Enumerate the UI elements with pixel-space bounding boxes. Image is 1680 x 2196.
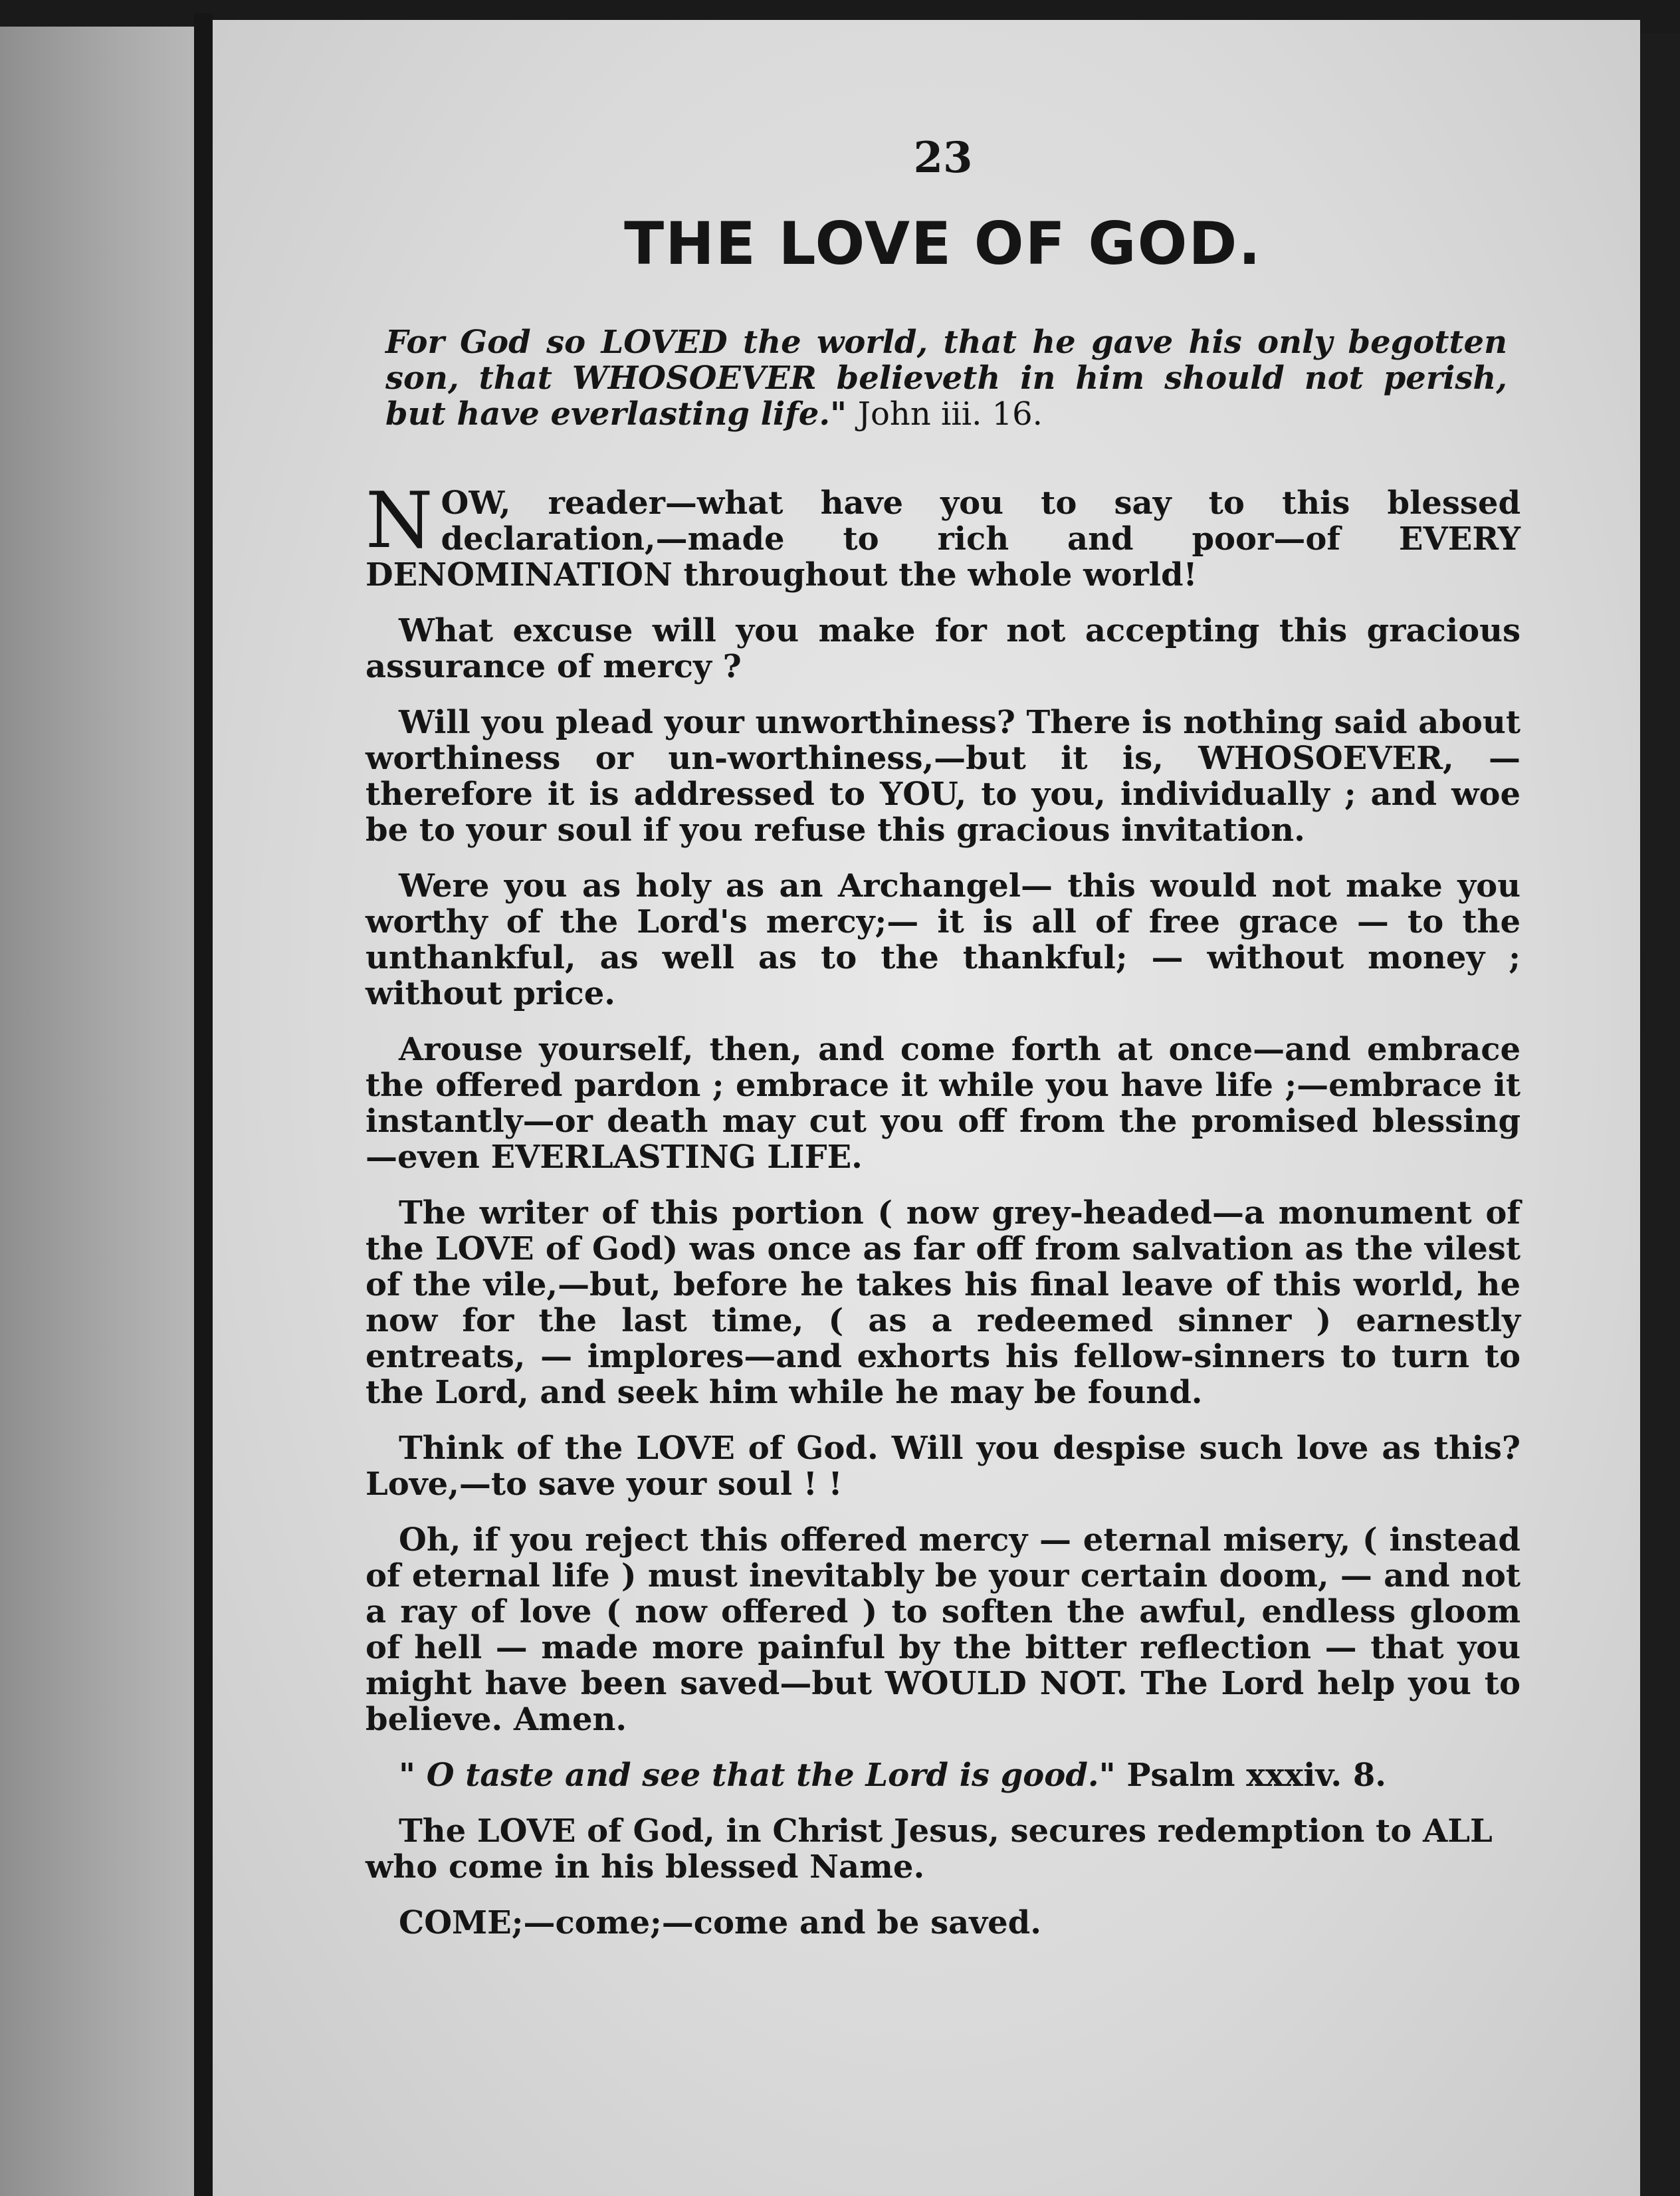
- closing-line-1: The LOVE of God, in Christ Jesus, secures redemption to ALL who come in his blessed Name.: [366, 1812, 1493, 1886]
- paragraph-text: OW, reader—what have you to say to this blessed declaration,—made to rich and poor—of EVERY DENOMINATION throughout the whole world!: [366, 485, 1521, 594]
- paragraph-6: The writer of this portion ( now grey-headed—a monument of the LOVE of God) was once as far off from salvation as the vilest of the vile,—but, before he takes his final leave of this world, he now for the last time, ( as a redeemed sinner ) earnestly entreats, — implores—and exhorts his fellow-sinners to turn to the Lord, and seek him while he may be found.: [366, 1194, 1521, 1411]
- paragraph-4: Were you as holy as an Archangel— this would not make you worthy of the Lord's mercy;— it is all of free grace — to the unthankful, as well as to the thankful; — without money ; without price.: [366, 867, 1521, 1012]
- paragraph-1: [366, 476, 1521, 594]
- paragraph-5: Arouse yourself, then, and come forth at once—and embrace the offered pardon ; embrace it while you have life ;—embrace it instantly—or death may cut you off from the promised blessing—even EVERLASTING LIFE.: [366, 1031, 1521, 1176]
- paragraph-8: Oh, if you reject this offered mercy — eternal misery, ( instead of eternal life ) must inevitably be your certain doom, — and not a ray of love ( now offered ) to soften the awful, endless gloom of hell — made more painful by the bitter reflection — that you might have been saved—but WOULD NOT. The Lord help you to believe. Amen.: [366, 1521, 1521, 1738]
- epigraph: [385, 324, 1507, 432]
- paragraph-7: Think of the LOVE of God. Will you despise such love as this? Love,—to save your soul ! !: [366, 1430, 1521, 1503]
- closing-line-2: COME;—come;—come and be saved.: [399, 1904, 1041, 1941]
- paragraph-2: What excuse will you make for not accepting this gracious assurance of mercy ?: [366, 612, 1521, 685]
- scan-border: [1640, 33, 1680, 2196]
- page-title: THE LOVE OF GOD.: [624, 209, 1262, 278]
- facing-page-edge: [0, 27, 194, 2196]
- quote-text: " O taste and see that the Lord is good.": [399, 1757, 1116, 1794]
- drop-cap: N: [366, 476, 433, 566]
- page-number: 23: [913, 133, 973, 183]
- book-page: [213, 20, 1640, 2196]
- paragraph-3: Will you plead your unworthiness? There is nothing said about worthiness or un-worthiness,—but it is, WHOSOEVER, — therefore it is addressed to YOU, to you, individually ; and woe be to your soul if you refuse this gracious invitation.: [366, 704, 1521, 849]
- scripture-quote: [366, 1757, 1521, 1793]
- quote-reference: Psalm xxxiv. 8.: [1126, 1757, 1386, 1794]
- epigraph-text: For God so LOVED the world, that he gave his only begotten son, that WHOSOEVER believeth in him should not perish, but have everlasting life.": [385, 324, 1507, 433]
- epigraph-reference: John iii. 16.: [857, 395, 1043, 433]
- book-gutter: [194, 13, 213, 2196]
